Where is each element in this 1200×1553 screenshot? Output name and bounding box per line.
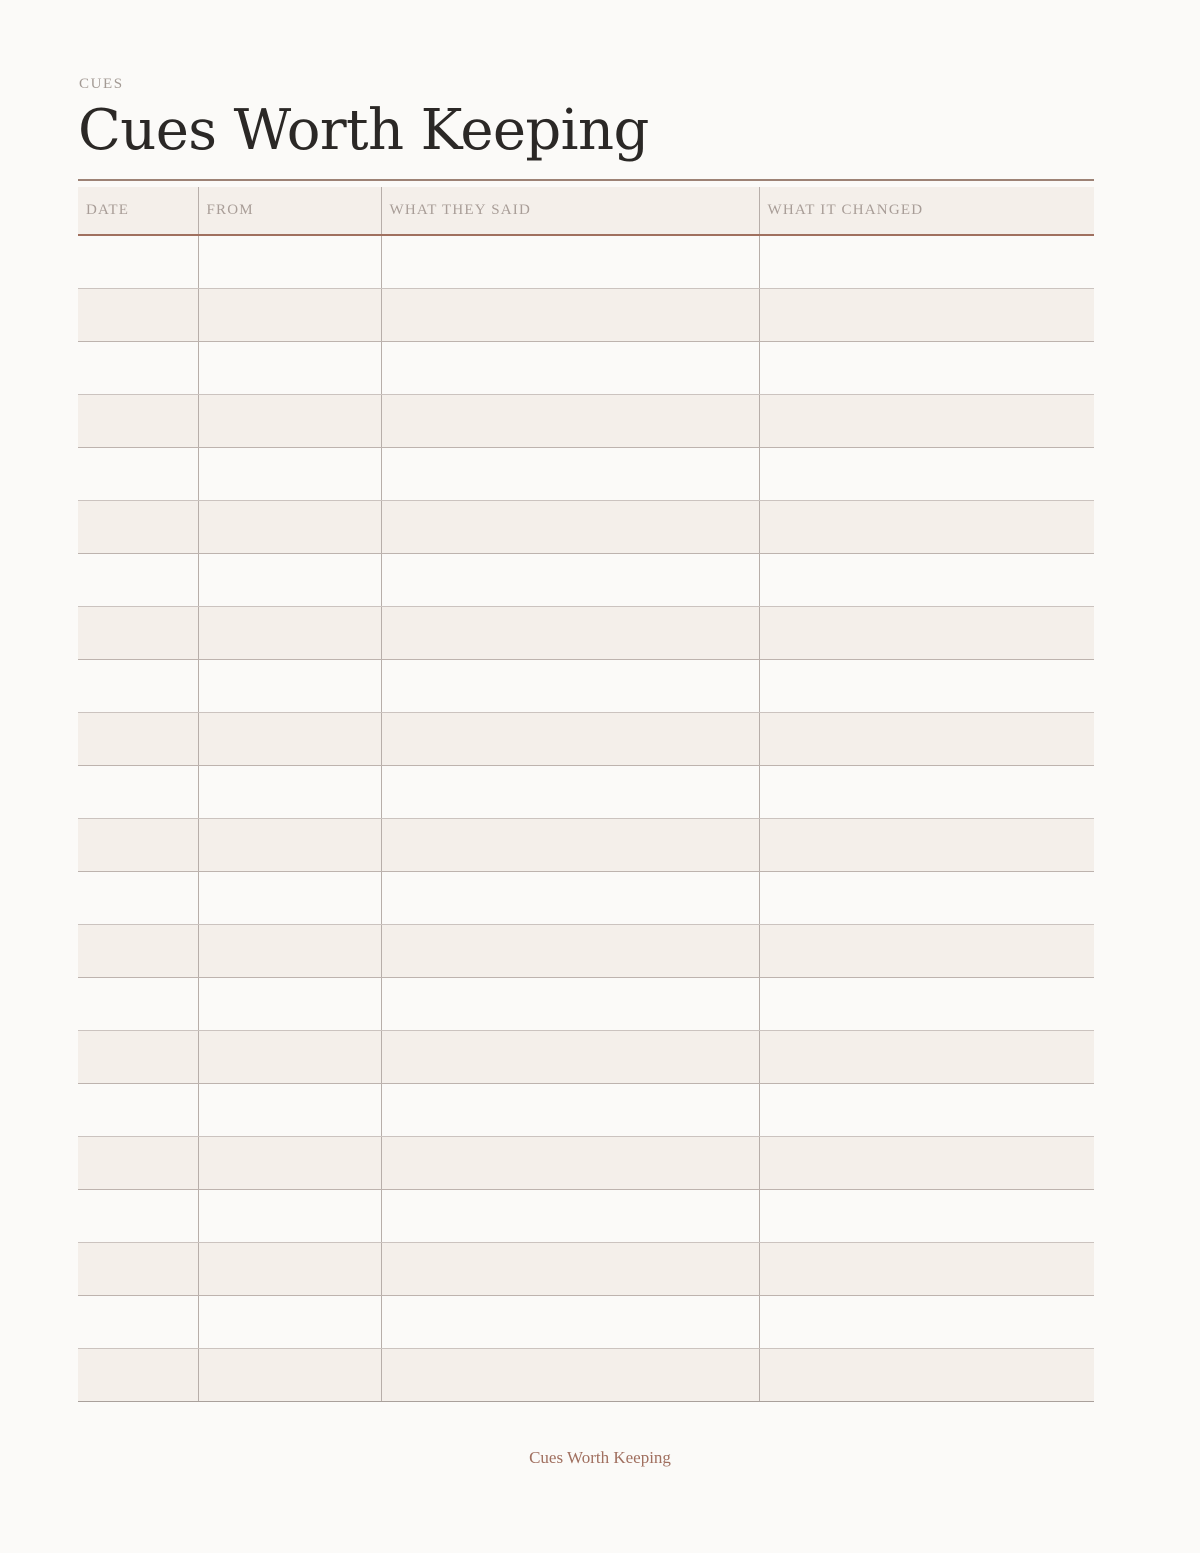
table-row	[78, 235, 1094, 289]
table-row	[78, 554, 1094, 607]
cell-what-it-changed[interactable]	[759, 501, 1094, 554]
cell-from[interactable]	[198, 1349, 381, 1402]
cell-date[interactable]	[78, 1296, 198, 1349]
cell-date[interactable]	[78, 819, 198, 872]
table-row	[78, 607, 1094, 660]
cell-what-they-said[interactable]	[381, 925, 759, 978]
table-row	[78, 1349, 1094, 1402]
cell-date[interactable]	[78, 235, 198, 289]
cell-from[interactable]	[198, 1296, 381, 1349]
cell-what-it-changed[interactable]	[759, 1190, 1094, 1243]
table-row	[78, 1243, 1094, 1296]
cell-date[interactable]	[78, 1031, 198, 1084]
cell-date[interactable]	[78, 501, 198, 554]
cell-date[interactable]	[78, 1190, 198, 1243]
cell-what-they-said[interactable]	[381, 1349, 759, 1402]
cell-what-they-said[interactable]	[381, 819, 759, 872]
table-row	[78, 395, 1094, 448]
cell-what-they-said[interactable]	[381, 1137, 759, 1190]
cell-from[interactable]	[198, 501, 381, 554]
table-row	[78, 978, 1094, 1031]
cell-from[interactable]	[198, 607, 381, 660]
cell-from[interactable]	[198, 660, 381, 713]
cell-date[interactable]	[78, 978, 198, 1031]
cell-what-they-said[interactable]	[381, 235, 759, 289]
table-row	[78, 766, 1094, 819]
cell-from[interactable]	[198, 766, 381, 819]
cell-what-it-changed[interactable]	[759, 554, 1094, 607]
cell-date[interactable]	[78, 713, 198, 766]
column-header-what-they-said: WHAT THEY SAID	[381, 187, 759, 235]
table-row	[78, 925, 1094, 978]
cell-what-it-changed[interactable]	[759, 235, 1094, 289]
table-row	[78, 448, 1094, 501]
table-body	[78, 235, 1094, 1402]
table-row	[78, 342, 1094, 395]
cell-what-it-changed[interactable]	[759, 1031, 1094, 1084]
cell-what-it-changed[interactable]	[759, 925, 1094, 978]
cell-what-it-changed[interactable]	[759, 1349, 1094, 1402]
cell-from[interactable]	[198, 1243, 381, 1296]
table-row	[78, 501, 1094, 554]
cell-what-they-said[interactable]	[381, 660, 759, 713]
column-header-what-it-changed: WHAT IT CHANGED	[759, 187, 1094, 235]
cell-what-it-changed[interactable]	[759, 448, 1094, 501]
cell-what-it-changed[interactable]	[759, 713, 1094, 766]
cell-from[interactable]	[198, 448, 381, 501]
table-row	[78, 1296, 1094, 1349]
table-header-row	[78, 187, 1094, 235]
table-row	[78, 872, 1094, 925]
table-header	[78, 187, 1094, 235]
cell-date[interactable]	[78, 342, 198, 395]
cell-what-they-said[interactable]	[381, 554, 759, 607]
cell-what-it-changed[interactable]	[759, 1243, 1094, 1296]
cell-what-they-said[interactable]	[381, 1296, 759, 1349]
cell-what-they-said[interactable]	[381, 872, 759, 925]
cell-what-they-said[interactable]	[381, 1084, 759, 1137]
title-divider	[78, 179, 1094, 181]
cell-from[interactable]	[198, 872, 381, 925]
cell-what-they-said[interactable]	[381, 978, 759, 1031]
cell-what-it-changed[interactable]	[759, 289, 1094, 342]
table-row	[78, 1031, 1094, 1084]
cell-date[interactable]	[78, 1243, 198, 1296]
cell-what-it-changed[interactable]	[759, 766, 1094, 819]
cell-what-they-said[interactable]	[381, 1031, 759, 1084]
cell-what-they-said[interactable]	[381, 448, 759, 501]
cell-from[interactable]	[198, 925, 381, 978]
cell-what-they-said[interactable]	[381, 1243, 759, 1296]
page-title: Cues Worth Keeping	[78, 98, 649, 163]
cell-what-they-said[interactable]	[381, 395, 759, 448]
cell-date[interactable]	[78, 607, 198, 660]
table-row	[78, 1084, 1094, 1137]
cell-what-it-changed[interactable]	[759, 1137, 1094, 1190]
cell-what-it-changed[interactable]	[759, 660, 1094, 713]
cell-date[interactable]	[78, 925, 198, 978]
table-row	[78, 1190, 1094, 1243]
cell-from[interactable]	[198, 235, 381, 289]
cell-what-it-changed[interactable]	[759, 607, 1094, 660]
table-row	[78, 819, 1094, 872]
cell-date[interactable]	[78, 448, 198, 501]
cell-from[interactable]	[198, 978, 381, 1031]
cell-from[interactable]	[198, 342, 381, 395]
cell-what-they-said[interactable]	[381, 1190, 759, 1243]
cell-what-it-changed[interactable]	[759, 395, 1094, 448]
cell-what-it-changed[interactable]	[759, 978, 1094, 1031]
cell-date[interactable]	[78, 766, 198, 819]
column-header-from: FROM	[198, 187, 381, 235]
cell-from[interactable]	[198, 819, 381, 872]
table-row	[78, 1137, 1094, 1190]
column-header-date: DATE	[78, 187, 198, 235]
cell-date[interactable]	[78, 289, 198, 342]
cell-date[interactable]	[78, 1349, 198, 1402]
cell-from[interactable]	[198, 1190, 381, 1243]
page-footer: Cues Worth Keeping	[529, 1448, 671, 1467]
cell-what-they-said[interactable]	[381, 289, 759, 342]
cell-what-it-changed[interactable]	[759, 1296, 1094, 1349]
cell-from[interactable]	[198, 395, 381, 448]
cell-what-it-changed[interactable]	[759, 1084, 1094, 1137]
cell-from[interactable]	[198, 1137, 381, 1190]
cell-date[interactable]	[78, 395, 198, 448]
cell-date[interactable]	[78, 1084, 198, 1137]
page-eyebrow: CUES	[79, 76, 124, 92]
cell-from[interactable]	[198, 554, 381, 607]
cell-what-they-said[interactable]	[381, 713, 759, 766]
cell-date[interactable]	[78, 554, 198, 607]
cell-from[interactable]	[198, 1084, 381, 1137]
cell-what-they-said[interactable]	[381, 766, 759, 819]
cell-what-they-said[interactable]	[381, 501, 759, 554]
table-row	[78, 289, 1094, 342]
cell-from[interactable]	[198, 713, 381, 766]
cell-date[interactable]	[78, 872, 198, 925]
cell-from[interactable]	[198, 289, 381, 342]
cell-what-they-said[interactable]	[381, 607, 759, 660]
cell-what-it-changed[interactable]	[759, 342, 1094, 395]
cues-log-table	[78, 187, 1094, 1402]
cell-what-they-said[interactable]	[381, 342, 759, 395]
cell-from[interactable]	[198, 1031, 381, 1084]
cell-what-it-changed[interactable]	[759, 819, 1094, 872]
table-row	[78, 660, 1094, 713]
table-row	[78, 713, 1094, 766]
cell-date[interactable]	[78, 1137, 198, 1190]
cell-what-it-changed[interactable]	[759, 872, 1094, 925]
cell-date[interactable]	[78, 660, 198, 713]
